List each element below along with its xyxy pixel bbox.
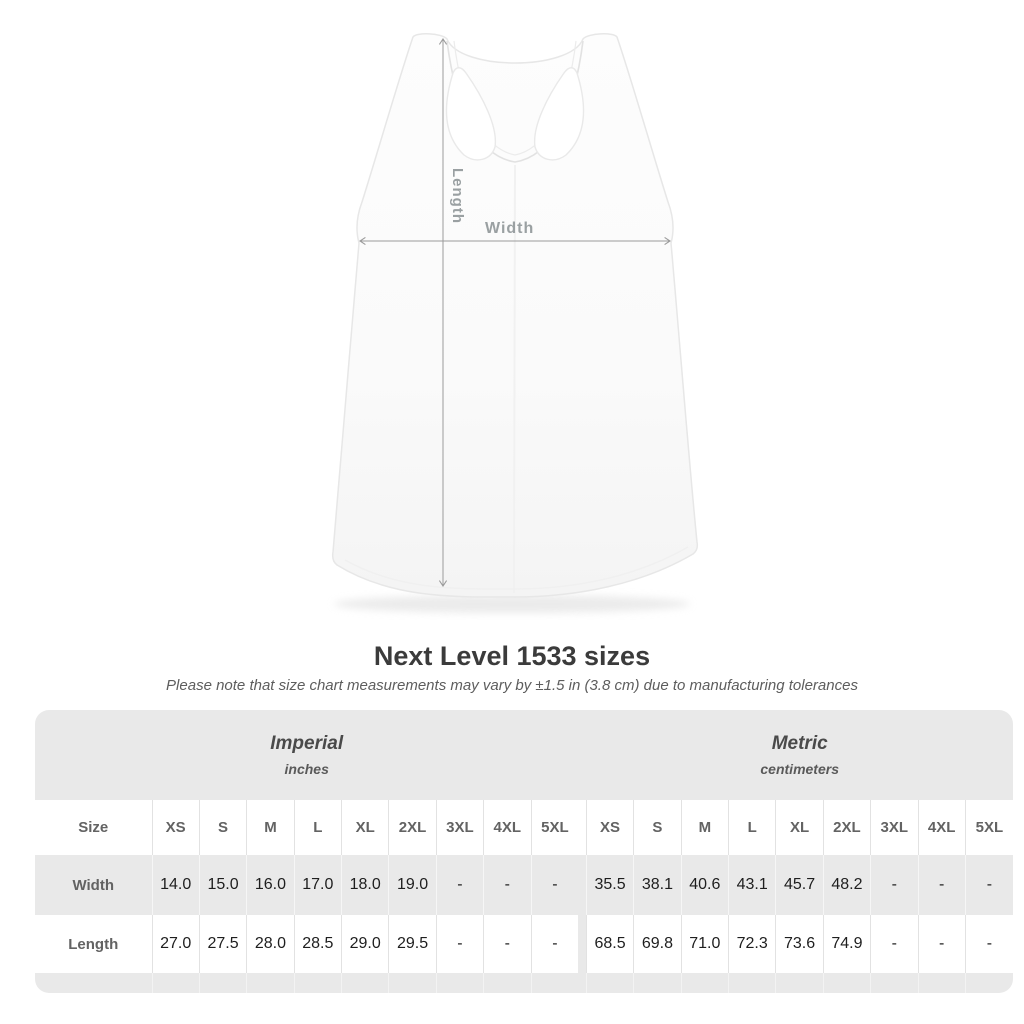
metric-title: Metric	[771, 733, 828, 754]
footer-cell	[389, 973, 436, 993]
value-cell: -	[871, 915, 918, 973]
footer-cell	[247, 973, 294, 993]
unit-divider-cell	[578, 855, 586, 915]
footer-cell	[531, 973, 578, 993]
value-cell: 14.0	[152, 855, 199, 915]
value-cell: 48.2	[823, 855, 870, 915]
page-subtitle: Please note that size chart measurements may vary by ±1.5 in (3.8 cm) due to manufacturing tolerances	[166, 677, 858, 694]
tank-top-image	[300, 15, 730, 620]
value-cell: -	[436, 855, 483, 915]
size-col-header: 2XL	[389, 800, 436, 855]
value-cell: 28.5	[294, 915, 341, 973]
value-cell: 27.0	[152, 915, 199, 973]
value-cell: 43.1	[729, 855, 776, 915]
size-header-label: Size	[35, 800, 152, 855]
size-col-header: 5XL	[531, 800, 578, 855]
footer-cell	[729, 973, 776, 993]
value-cell: -	[918, 915, 965, 973]
table-row	[35, 855, 1013, 915]
unit-divider-cell	[578, 800, 586, 855]
footer-cell	[823, 973, 870, 993]
value-cell: -	[484, 915, 531, 973]
value-cell: -	[484, 855, 531, 915]
value-cell: 18.0	[342, 855, 389, 915]
table-row	[35, 915, 1013, 973]
imperial-header	[35, 710, 578, 800]
value-cell: -	[531, 855, 578, 915]
footer-cell	[152, 973, 199, 993]
value-cell: -	[531, 915, 578, 973]
value-cell: -	[965, 915, 1013, 973]
size-col-header: XS	[586, 800, 633, 855]
footer-cell	[35, 973, 152, 993]
footer-cell	[484, 973, 531, 993]
footer-cell	[586, 973, 633, 993]
footer-cell	[342, 973, 389, 993]
size-col-header: XL	[342, 800, 389, 855]
size-col-header: L	[294, 800, 341, 855]
size-col-header: 4XL	[918, 800, 965, 855]
size-header-row	[35, 800, 1013, 855]
footer-cell	[871, 973, 918, 993]
value-cell: 35.5	[586, 855, 633, 915]
value-cell: 38.1	[634, 855, 681, 915]
footer-cell	[681, 973, 728, 993]
unit-divider	[578, 710, 586, 800]
value-cell: 72.3	[729, 915, 776, 973]
value-cell: -	[918, 855, 965, 915]
value-cell: 68.5	[586, 915, 633, 973]
size-col-header: 5XL	[965, 800, 1013, 855]
size-col-header: 3XL	[436, 800, 483, 855]
value-cell: 15.0	[199, 855, 246, 915]
value-cell: -	[436, 915, 483, 973]
size-table-grid	[35, 710, 1013, 993]
unit-header-row	[35, 710, 1013, 800]
value-cell: 40.6	[681, 855, 728, 915]
size-col-header: XL	[776, 800, 823, 855]
value-cell: 28.0	[247, 915, 294, 973]
size-col-header: L	[729, 800, 776, 855]
product-diagram	[300, 15, 730, 620]
value-cell: 29.0	[342, 915, 389, 973]
size-col-header: XS	[152, 800, 199, 855]
value-cell: 69.8	[634, 915, 681, 973]
footer-cell	[965, 973, 1013, 993]
metric-header	[586, 710, 1013, 800]
size-col-header: M	[247, 800, 294, 855]
width-dimension-label: Width	[485, 220, 535, 237]
unit-divider-cell	[578, 915, 586, 973]
size-col-header: S	[634, 800, 681, 855]
value-cell: -	[965, 855, 1013, 915]
footer-cell	[294, 973, 341, 993]
size-col-header: 4XL	[484, 800, 531, 855]
value-cell: 74.9	[823, 915, 870, 973]
footer-cell	[918, 973, 965, 993]
value-cell: 71.0	[681, 915, 728, 973]
value-cell: 73.6	[776, 915, 823, 973]
value-cell: 27.5	[199, 915, 246, 973]
value-cell: 19.0	[389, 855, 436, 915]
metric-unit: centimeters	[760, 761, 839, 777]
value-cell: 16.0	[247, 855, 294, 915]
imperial-unit: inches	[284, 761, 329, 777]
footer-cell	[199, 973, 246, 993]
value-cell: 17.0	[294, 855, 341, 915]
size-col-header: 2XL	[823, 800, 870, 855]
page-title: Next Level 1533 sizes	[373, 641, 651, 671]
footer-cell	[634, 973, 681, 993]
footer-cell	[776, 973, 823, 993]
length-dimension-label: Length	[449, 168, 466, 224]
value-cell: 45.7	[776, 855, 823, 915]
table-footer-band	[35, 973, 1013, 993]
size-table	[35, 710, 1013, 993]
footer-cell	[436, 973, 483, 993]
value-cell: 29.5	[389, 915, 436, 973]
size-col-header: 3XL	[871, 800, 918, 855]
row-label: Width	[35, 855, 152, 915]
size-col-header: M	[681, 800, 728, 855]
value-cell: -	[871, 855, 918, 915]
size-col-header: S	[199, 800, 246, 855]
unit-divider-cell	[578, 973, 586, 993]
imperial-title: Imperial	[270, 733, 344, 754]
row-label: Length	[68, 935, 119, 953]
